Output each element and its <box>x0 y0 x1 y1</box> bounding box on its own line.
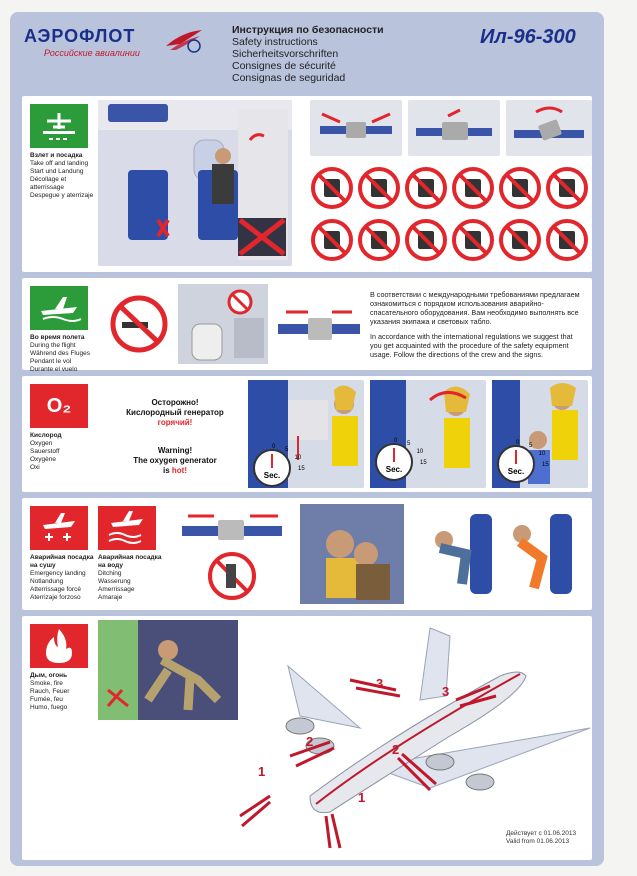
brace-position-front-illustration <box>300 504 404 604</box>
oxygen-icon-text: O₂ <box>46 394 72 417</box>
oxygen-warning-en-hot: hot! <box>171 466 187 475</box>
inflight-label-de: Während des Fluges <box>30 350 90 357</box>
title-en: Safety instructions <box>232 36 318 48</box>
oxygen-warning-en-is: is <box>162 466 170 475</box>
stopwatch-label: Sec. <box>263 471 281 480</box>
fire-icon <box>30 624 88 668</box>
seatbelt-fasten-step-2 <box>408 100 500 156</box>
inflight-label-es: Durante el vuelo <box>30 366 78 373</box>
fire-label-ru: Дым, огонь <box>30 672 68 679</box>
stopwatch-tick: 15 <box>298 466 305 472</box>
title-es: Consignas de seguridad <box>232 72 346 84</box>
seat-position-illustration <box>98 100 292 266</box>
fire-label <box>30 672 94 712</box>
stopwatch-tick: 0 <box>272 444 276 450</box>
takeoff-label <box>30 152 94 200</box>
takeoff-label-en: Take off and landing <box>30 160 89 167</box>
oxygen-label-es: Oxi <box>30 464 40 471</box>
aircraft-model: Ил-96-300 <box>480 26 576 48</box>
oxygen-warning-ru-hot: горячий! <box>157 418 193 427</box>
no-mobile-phone-icon <box>357 166 401 210</box>
section-takeoff <box>22 96 592 272</box>
oxygen-warning-ru <box>108 398 242 428</box>
emergency-landing-label-de: Notlandung <box>30 578 64 585</box>
lavatory-no-smoking-illustration <box>178 284 268 364</box>
takeoff-label-es: Despegue y aterrizaje <box>30 192 94 199</box>
no-radio-icon <box>357 218 401 262</box>
logo-text: АЭРОФЛОТ <box>24 26 136 46</box>
no-smoking-icon <box>310 166 354 210</box>
stopwatch-tick: 5 <box>285 446 289 453</box>
winged-hammer-sickle-icon <box>164 28 204 56</box>
ditching-label-es: Amaraje <box>98 594 123 601</box>
oxygen-label-en: Oxygen <box>30 440 53 447</box>
ditching-label-de: Wasserung <box>98 578 131 585</box>
fire-label-fr: Fumée, feu <box>30 696 63 703</box>
stopwatch-label: Sec. <box>385 465 403 474</box>
stopwatch-icon <box>250 444 305 495</box>
no-smartphone-icon <box>451 166 495 210</box>
aircraft-exits-diagram <box>230 616 610 854</box>
crawl-low-smoke-illustration <box>98 620 238 720</box>
stopwatch-tick: 10 <box>294 455 302 461</box>
stopwatch-tick: 15 <box>542 462 549 468</box>
oxygen-warning-en-line2: The oxygen generator <box>133 456 217 465</box>
airplane-cruise-icon <box>30 286 88 330</box>
oxygen-icon <box>30 384 88 428</box>
inflight-label <box>30 334 94 374</box>
oxygen-warning-en <box>108 446 242 476</box>
exit-number-3-left: 3 <box>376 676 384 691</box>
ditching-label <box>98 554 162 602</box>
fire-label-es: Humo, fuego <box>30 704 68 711</box>
inflight-label-fr: Pendant le vol <box>30 358 72 365</box>
title-ru: Инструкция по безопасности <box>232 24 384 36</box>
title-block <box>232 24 384 84</box>
oxygen-warning-ru-line2: Кислородный генератор <box>126 408 224 417</box>
ditching-icon <box>98 506 156 550</box>
stopwatch-tick: 10 <box>538 451 546 457</box>
no-smoking-sign <box>106 284 172 364</box>
validity-en: Valid from 01.06.2013 <box>506 838 570 845</box>
inflight-text-ru: В соответствии с международными требованиями предлагаем ознакомиться с порядком использования аварийно-спасательного оборудования. Вам необходимо выполнять все указания экипажа и световых табло. <box>370 290 580 326</box>
stopwatch-tick: 5 <box>407 440 411 447</box>
stopwatch-tick: 15 <box>420 460 427 466</box>
inflight-label-ru: Во время полета <box>30 334 85 341</box>
exit-number-2-right: 2 <box>392 742 400 757</box>
stopwatch-icon <box>372 438 427 489</box>
oxygen-label-de: Sauerstoff <box>30 448 60 455</box>
brace-seatbelt-illustration <box>174 504 292 604</box>
emergency-landing-icon <box>30 506 88 550</box>
title-fr: Consignes de sécurité <box>232 60 336 72</box>
header <box>10 12 604 90</box>
exit-number-1-left: 1 <box>258 764 266 779</box>
emergency-landing-label-es: Aterrizaje forzoso <box>30 594 81 601</box>
no-headphones-icon <box>451 218 495 262</box>
no-tv-icon <box>310 218 354 262</box>
emergency-landing-label-en: Emergency landing <box>30 570 86 577</box>
fire-label-de: Rauch, Feuer <box>30 688 70 695</box>
oxygen-warning-en-line1: Warning! <box>157 446 193 455</box>
ditching-label-fr: Amerrissage <box>98 586 135 593</box>
exit-number-3-right: 3 <box>442 684 450 699</box>
aeroflot-logo <box>24 26 224 76</box>
takeoff-label-ru: Взлет и посадка <box>30 152 83 159</box>
title-de: Sicherheitsvorschriften <box>232 48 339 60</box>
oxygen-label-ru: Кислород <box>30 432 62 439</box>
validity-note <box>506 830 576 846</box>
stopwatch-icon <box>494 440 549 491</box>
safety-card <box>10 12 604 866</box>
exit-number-1-right: 1 <box>358 790 366 805</box>
oxygen-warning-ru-line1: Осторожно! <box>151 398 199 407</box>
takeoff-label-fr: Décollage et atterrissage <box>30 176 67 191</box>
no-microphone-icon <box>404 218 448 262</box>
stopwatch-tick: 5 <box>529 442 533 449</box>
takeoff-landing-icon <box>30 104 88 148</box>
no-laptop-icon <box>404 166 448 210</box>
oxygen-label-fr: Oxygène <box>30 456 57 463</box>
seatbelt-fasten-step-1 <box>310 100 402 156</box>
section-inflight <box>22 278 592 373</box>
fire-label-en: Smoke, fire <box>30 680 63 687</box>
no-video-camera-icon <box>545 218 589 262</box>
stopwatch-tick: 10 <box>416 449 424 455</box>
exit-number-2-left: 2 <box>306 734 314 749</box>
emergency-landing-label-ru: Аварийная посадка на сушу <box>30 554 94 569</box>
logo-subtitle: Российские авиалинии <box>44 48 140 58</box>
stopwatch-tick: 0 <box>394 438 398 444</box>
emergency-landing-label <box>30 554 94 602</box>
ditching-label-ru: Аварийная посадка на воду <box>98 554 162 569</box>
emergency-landing-label-fr: Atterrissage forcé <box>30 586 81 593</box>
seatbelt-release-step <box>506 100 592 156</box>
no-game-console-icon <box>545 166 589 210</box>
inflight-label-en: During the flight <box>30 342 76 349</box>
no-music-player-icon <box>498 166 542 210</box>
validity-ru: Действует с 01.06.2013 <box>506 830 577 837</box>
inflight-info-text <box>370 290 586 359</box>
brace-position-side-illustration <box>410 504 588 604</box>
ditching-label-en: Ditching <box>98 570 122 577</box>
no-camera-icon <box>498 218 542 262</box>
oxygen-label <box>30 432 94 472</box>
section-oxygen <box>22 376 592 492</box>
inflight-text-en: In accordance with the international regulations we suggest that you get acquainted with the procedure of the safety equipment usage. Follow the directions of the crew and the signs. <box>370 332 573 359</box>
takeoff-label-de: Start und Landung <box>30 168 84 175</box>
stopwatch-label: Sec. <box>507 467 525 476</box>
section-emergency-landing <box>22 498 592 610</box>
stopwatch-tick: 0 <box>516 440 520 446</box>
seatbelt-fastened-illustration <box>274 284 364 364</box>
